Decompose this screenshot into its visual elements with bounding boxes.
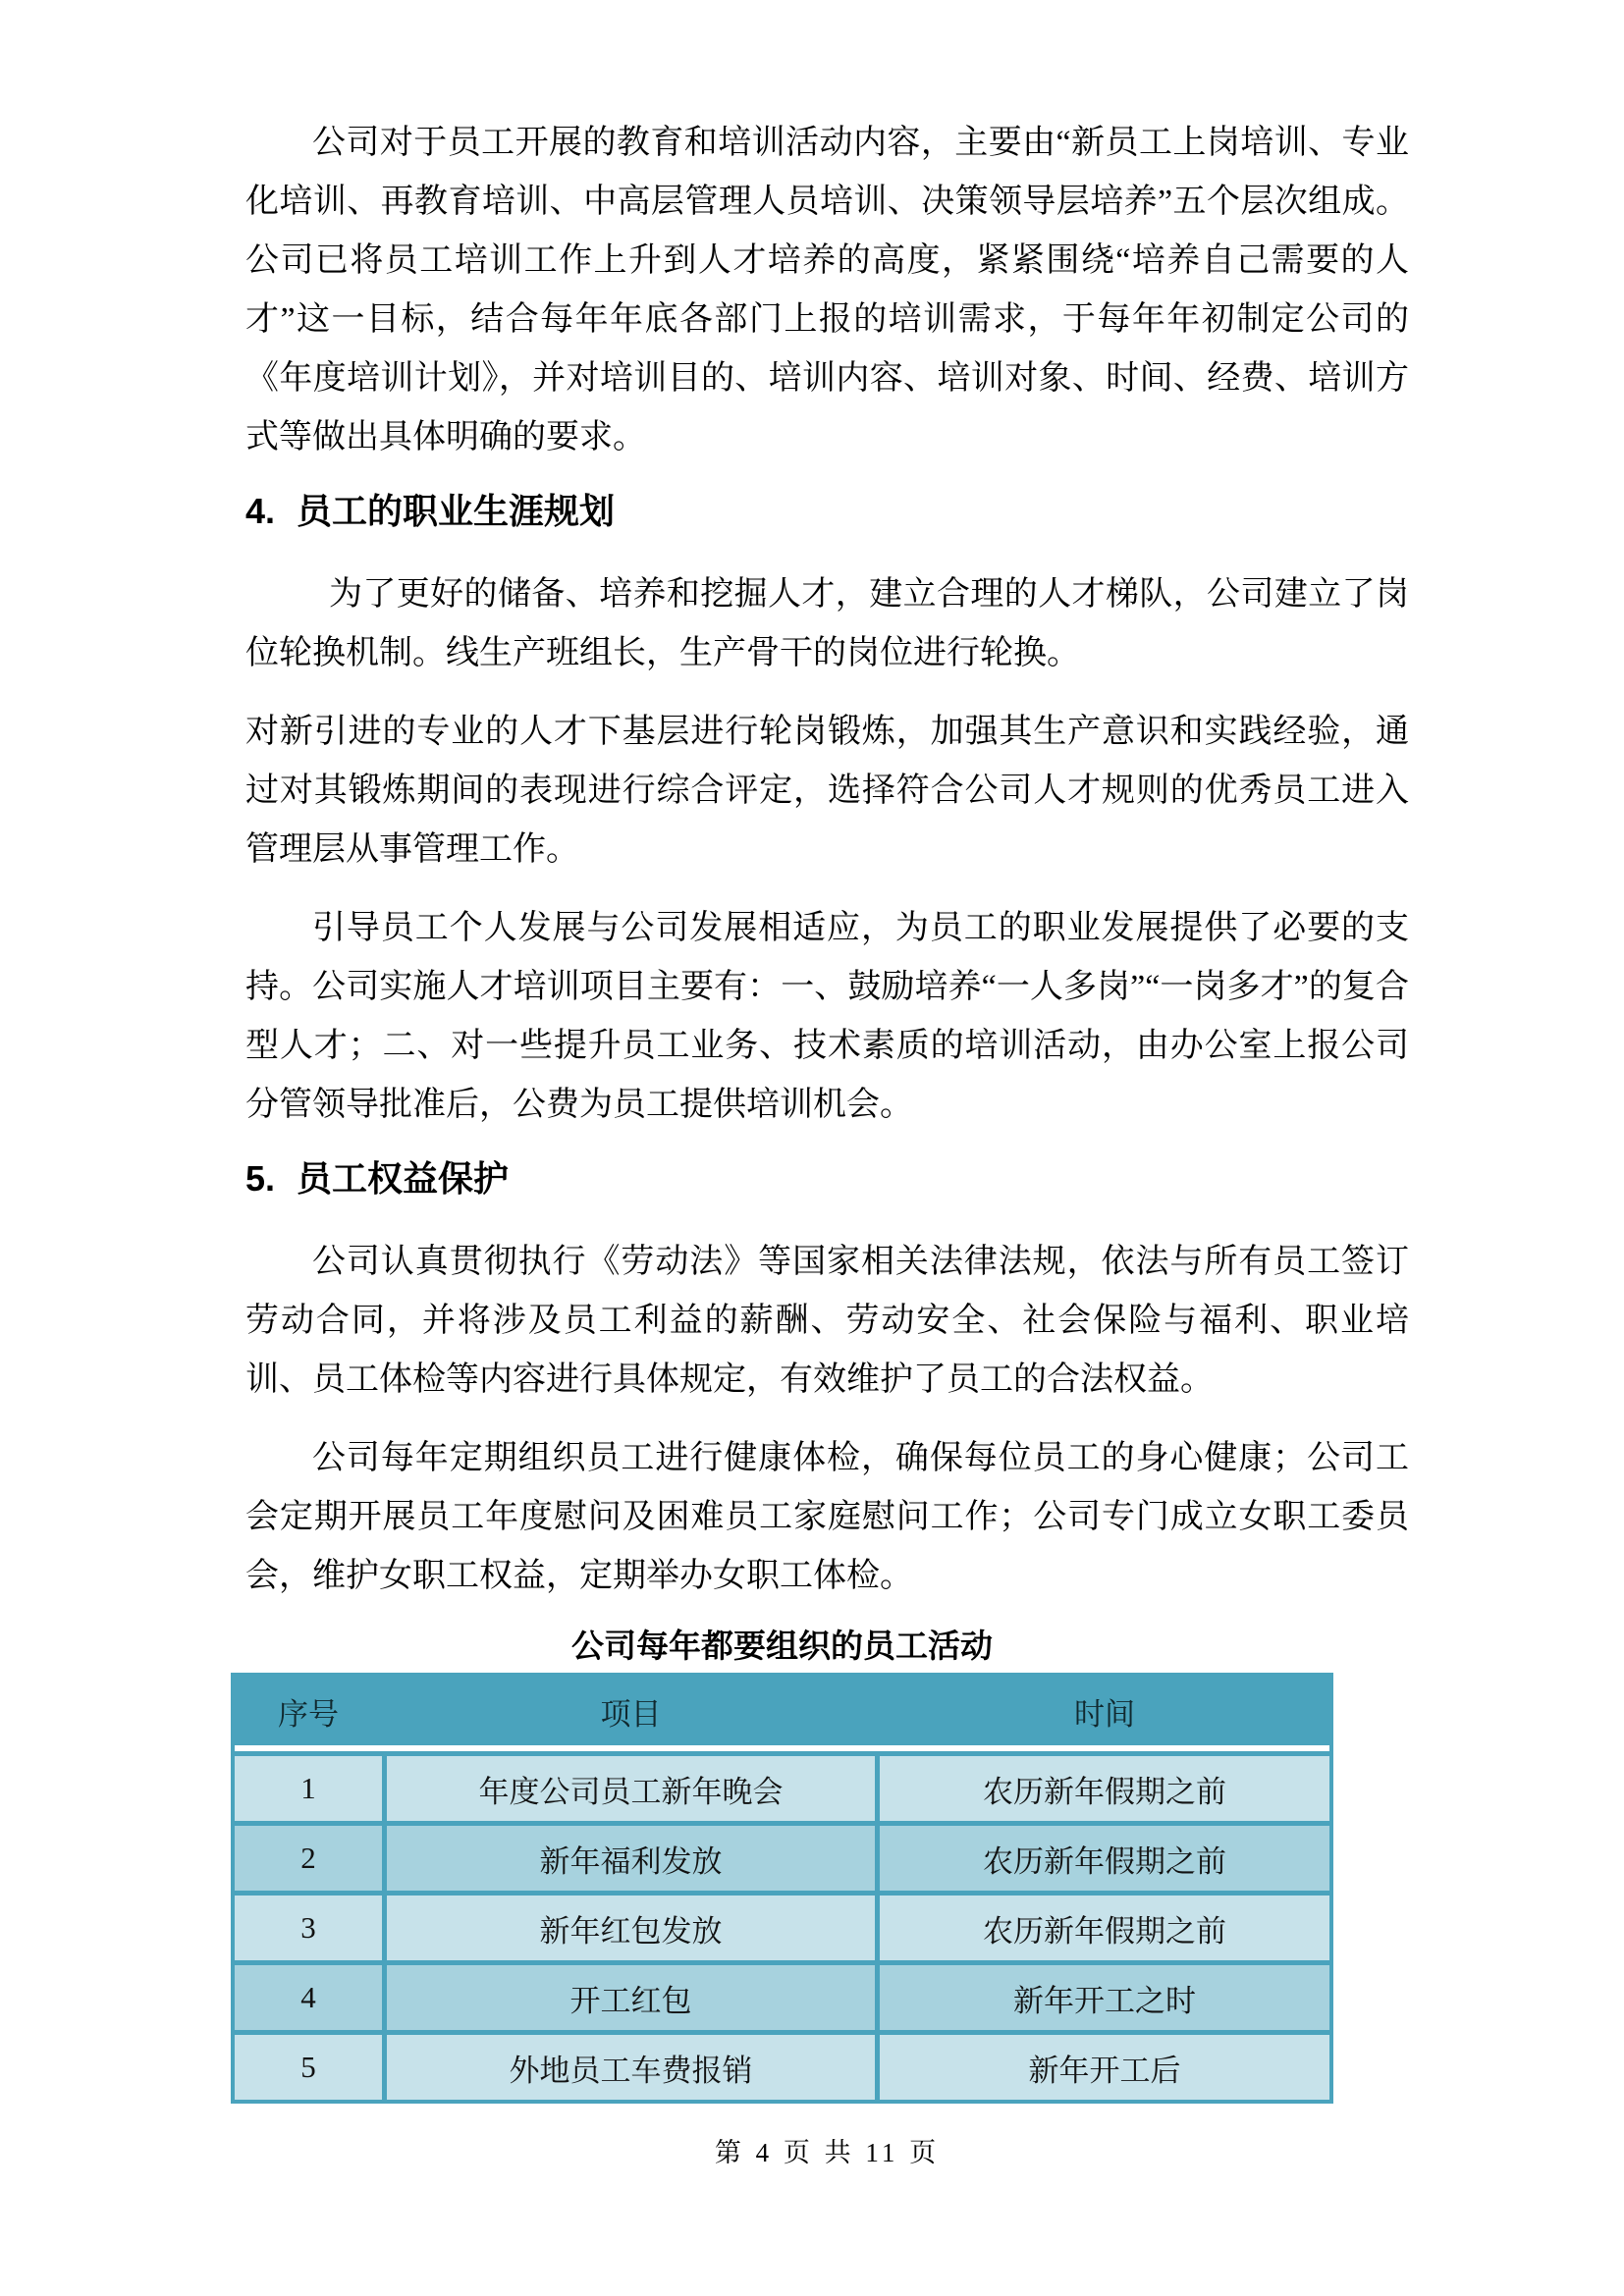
table-cell: 新年开工之时	[880, 1965, 1329, 2030]
activities-table-body	[235, 1751, 1329, 2100]
table-cell: 3	[235, 1896, 382, 1960]
header-cell-index: 序号	[235, 1677, 382, 1745]
activities-table	[231, 1673, 1333, 2104]
table-cell: 农历新年假期之前	[880, 1896, 1329, 1960]
table-cell: 2	[235, 1826, 382, 1891]
page-number-footer: 第 4 页 共 11 页	[714, 2138, 941, 2167]
section-4-number: 4.	[245, 491, 276, 531]
header-cell-project: 项目	[387, 1677, 875, 1745]
activities-table-header-row	[235, 1677, 1329, 1751]
section-5-heading	[245, 1156, 1409, 1201]
section-5-paragraph-1: 公司认真贯彻执行《劳动法》等国家相关法律法规，依法与所有员工签订劳动合同，并将涉及员工利益的薪酬、劳动安全、社会保险与福利、职业培训、员工体检等内容进行具体规定，有效维护了员工的合法权益。	[245, 1244, 1409, 1398]
header-cell-time: 时间	[880, 1677, 1329, 1745]
table-cell: 新年开工后	[880, 2035, 1329, 2100]
section-5-paragraph-2: 公司每年定期组织员工进行健康体检，确保每位员工的身心健康；公司工会定期开展员工年度慰问及困难员工家庭慰问工作；公司专门成立女职工委员会，维护女职工权益，定期举办女职工体检。	[245, 1440, 1409, 1594]
table-cell: 年度公司员工新年晚会	[387, 1756, 875, 1821]
section-4-title: 员工的职业生涯规划	[297, 491, 616, 531]
table-cell: 新年福利发放	[387, 1826, 875, 1891]
table-cell: 农历新年假期之前	[880, 1756, 1329, 1821]
table-cell: 5	[235, 2035, 382, 2100]
table-cell: 农历新年假期之前	[880, 1826, 1329, 1891]
table-cell: 新年红包发放	[387, 1896, 875, 1960]
table-cell: 1	[235, 1756, 382, 1821]
section-5-number: 5.	[245, 1158, 276, 1199]
section-4-paragraph-2: 对新引进的专业的人才下基层进行轮岗锻炼，加强其生产意识和实践经验，通过对其锻炼期间的表现进行综合评定，选择符合公司人才规则的优秀员工进入管理层从事管理工作。	[245, 714, 1409, 868]
table-cell: 4	[235, 1965, 382, 2030]
section-4-paragraph-1: 为了更好的储备、培养和挖掘人才，建立合理的人才梯队，公司建立了岗位轮换机制。线生产班组长，生产骨干的岗位进行轮换。	[245, 576, 1409, 671]
table-cell: 开工红包	[387, 1965, 875, 2030]
intro-paragraph: 公司对于员工开展的教育和培训活动内容，主要由“新员工上岗培训、专业化培训、再教育培训、中高层管理人员培训、决策领导层培养”五个层次组成。公司已将员工培训工作上升到人才培养的高度，紧紧围绕“培养自己需要的人才”这一目标，结合每年年底各部门上报的培训需求，于每年年初制定公司的《年度培训计划》，并对培训目的、培训内容、培训对象、时间、经费、培训方式等做出具体明确的要求。	[245, 125, 1409, 455]
section-4-paragraph-3: 引导员工个人发展与公司发展相适应，为员工的职业发展提供了必要的支持。公司实施人才培训项目主要有：一、鼓励培养“一人多岗”“一岗多才”的复合型人才；二、对一些提升员工业务、技术素质的培训活动，由办公室上报公司分管领导批准后，公费为员工提供培训机会。	[245, 910, 1409, 1123]
section-5-title: 员工权益保护	[297, 1158, 510, 1199]
activities-table-title: 公司每年都要组织的员工活动	[571, 1628, 993, 1664]
table-cell: 外地员工车费报销	[387, 2035, 875, 2100]
section-4-heading	[245, 489, 1409, 534]
